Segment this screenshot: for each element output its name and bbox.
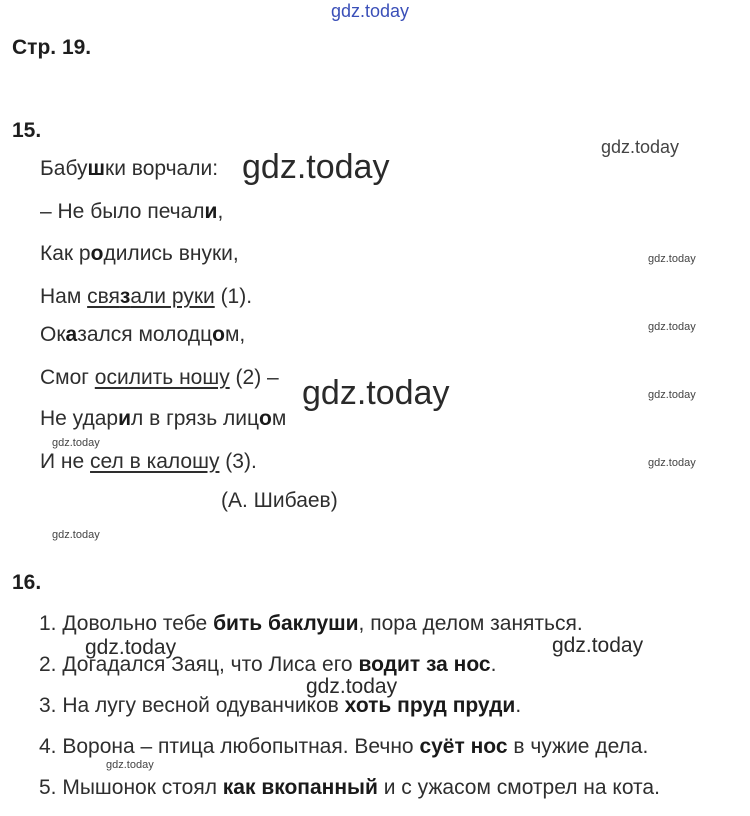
bold-fragment: бить баклуши bbox=[213, 612, 359, 635]
watermark-text: gdz.today bbox=[52, 437, 100, 449]
watermark-text: gdz.today bbox=[648, 457, 696, 469]
sentence-item bbox=[39, 776, 660, 800]
text-fragment: 1. Довольно тебе bbox=[39, 612, 214, 635]
text-fragment: (3). bbox=[219, 450, 257, 473]
underlined-fragment: сел в калошу bbox=[90, 450, 220, 473]
bold-fragment: о bbox=[258, 407, 272, 430]
page-reference: Стр. 19. bbox=[12, 36, 92, 59]
watermark-text: gdz.today bbox=[306, 675, 398, 698]
bold-fragment: суёт нос bbox=[419, 735, 508, 758]
sentence-item bbox=[39, 612, 583, 636]
underlined-fragment: свя bbox=[87, 285, 120, 308]
poem-line bbox=[40, 450, 257, 474]
text-fragment: , пора делом заняться. bbox=[358, 612, 583, 635]
watermark-text: gdz.today bbox=[648, 253, 696, 265]
text-fragment: м, bbox=[224, 323, 246, 346]
watermark-text: gdz.today bbox=[302, 374, 450, 412]
text-fragment: И не bbox=[40, 450, 91, 473]
watermark-text: gdz.today bbox=[242, 148, 390, 186]
text-fragment: Смог bbox=[40, 366, 95, 389]
text-fragment: 5. Мышонок стоял bbox=[39, 776, 223, 799]
sentence-item bbox=[39, 694, 521, 718]
poem-line bbox=[40, 157, 218, 181]
text-fragment: Нам bbox=[40, 285, 88, 308]
watermark-text: gdz.today bbox=[52, 529, 100, 541]
bold-fragment: ш bbox=[87, 157, 106, 180]
poem-line bbox=[40, 366, 279, 390]
text-fragment: 3. На лугу весной одуванчиков bbox=[39, 694, 345, 717]
poem-line bbox=[40, 242, 239, 266]
text-fragment: Ок bbox=[40, 323, 66, 346]
sentence-item bbox=[39, 735, 648, 759]
text-fragment: м bbox=[271, 407, 287, 430]
watermark-text: gdz.today bbox=[85, 636, 177, 659]
watermark-text: gdz.today bbox=[648, 389, 696, 401]
bold-fragment: з bbox=[119, 285, 131, 308]
watermark-text: gdz.today bbox=[552, 634, 644, 657]
text-fragment: – Не было печал bbox=[40, 200, 205, 223]
poem-line bbox=[40, 200, 223, 224]
text-fragment: и с ужасом смотрел на кота. bbox=[377, 776, 660, 799]
text-fragment: зался молодц bbox=[77, 323, 213, 346]
poem-line bbox=[40, 407, 286, 431]
text-fragment: Не удар bbox=[40, 407, 119, 430]
text-fragment: 4. Ворона – птица любопытная. Вечно bbox=[39, 735, 420, 758]
text-fragment: 2. Догадался Заяц, что Лиса его bbox=[39, 653, 359, 676]
bold-fragment: хоть пруд пруди bbox=[344, 694, 516, 717]
poem-line bbox=[40, 323, 245, 347]
bold-fragment: водит за нос bbox=[358, 653, 491, 676]
watermark-text: gdz.today bbox=[601, 137, 680, 157]
text-fragment: л в грязь лиц bbox=[131, 407, 259, 430]
task-16-number: 16. bbox=[12, 571, 42, 594]
text-fragment: Бабу bbox=[40, 157, 88, 180]
poem-line bbox=[40, 285, 252, 309]
underlined-fragment: осилить ношу bbox=[94, 366, 230, 389]
bold-fragment: как вкопанный bbox=[222, 776, 378, 799]
task-15-number: 15. bbox=[12, 119, 42, 142]
bold-fragment: о bbox=[90, 242, 104, 265]
text-fragment: (1). bbox=[214, 285, 253, 308]
watermark-top: gdz.today bbox=[331, 1, 410, 21]
text-fragment: , bbox=[217, 200, 224, 223]
text-fragment: дились внуки, bbox=[103, 242, 239, 265]
bold-fragment: и bbox=[118, 407, 132, 430]
text-fragment: в чужие дела. bbox=[507, 735, 649, 758]
bold-fragment: и bbox=[204, 200, 218, 223]
underlined-fragment bbox=[120, 285, 130, 308]
underlined-fragment: али руки bbox=[130, 285, 215, 308]
text-fragment: Как р bbox=[40, 242, 91, 265]
watermark-text: gdz.today bbox=[648, 321, 696, 333]
text-fragment: . bbox=[515, 694, 522, 717]
bold-fragment: о bbox=[212, 323, 225, 346]
bold-fragment: а bbox=[65, 323, 78, 346]
text-fragment: . bbox=[490, 653, 497, 676]
watermark-text: gdz.today bbox=[106, 759, 154, 771]
poem-author: (А. Шибаев) bbox=[221, 489, 338, 512]
text-fragment: (2) – bbox=[229, 366, 279, 389]
text-fragment: ки ворчали: bbox=[105, 157, 219, 180]
